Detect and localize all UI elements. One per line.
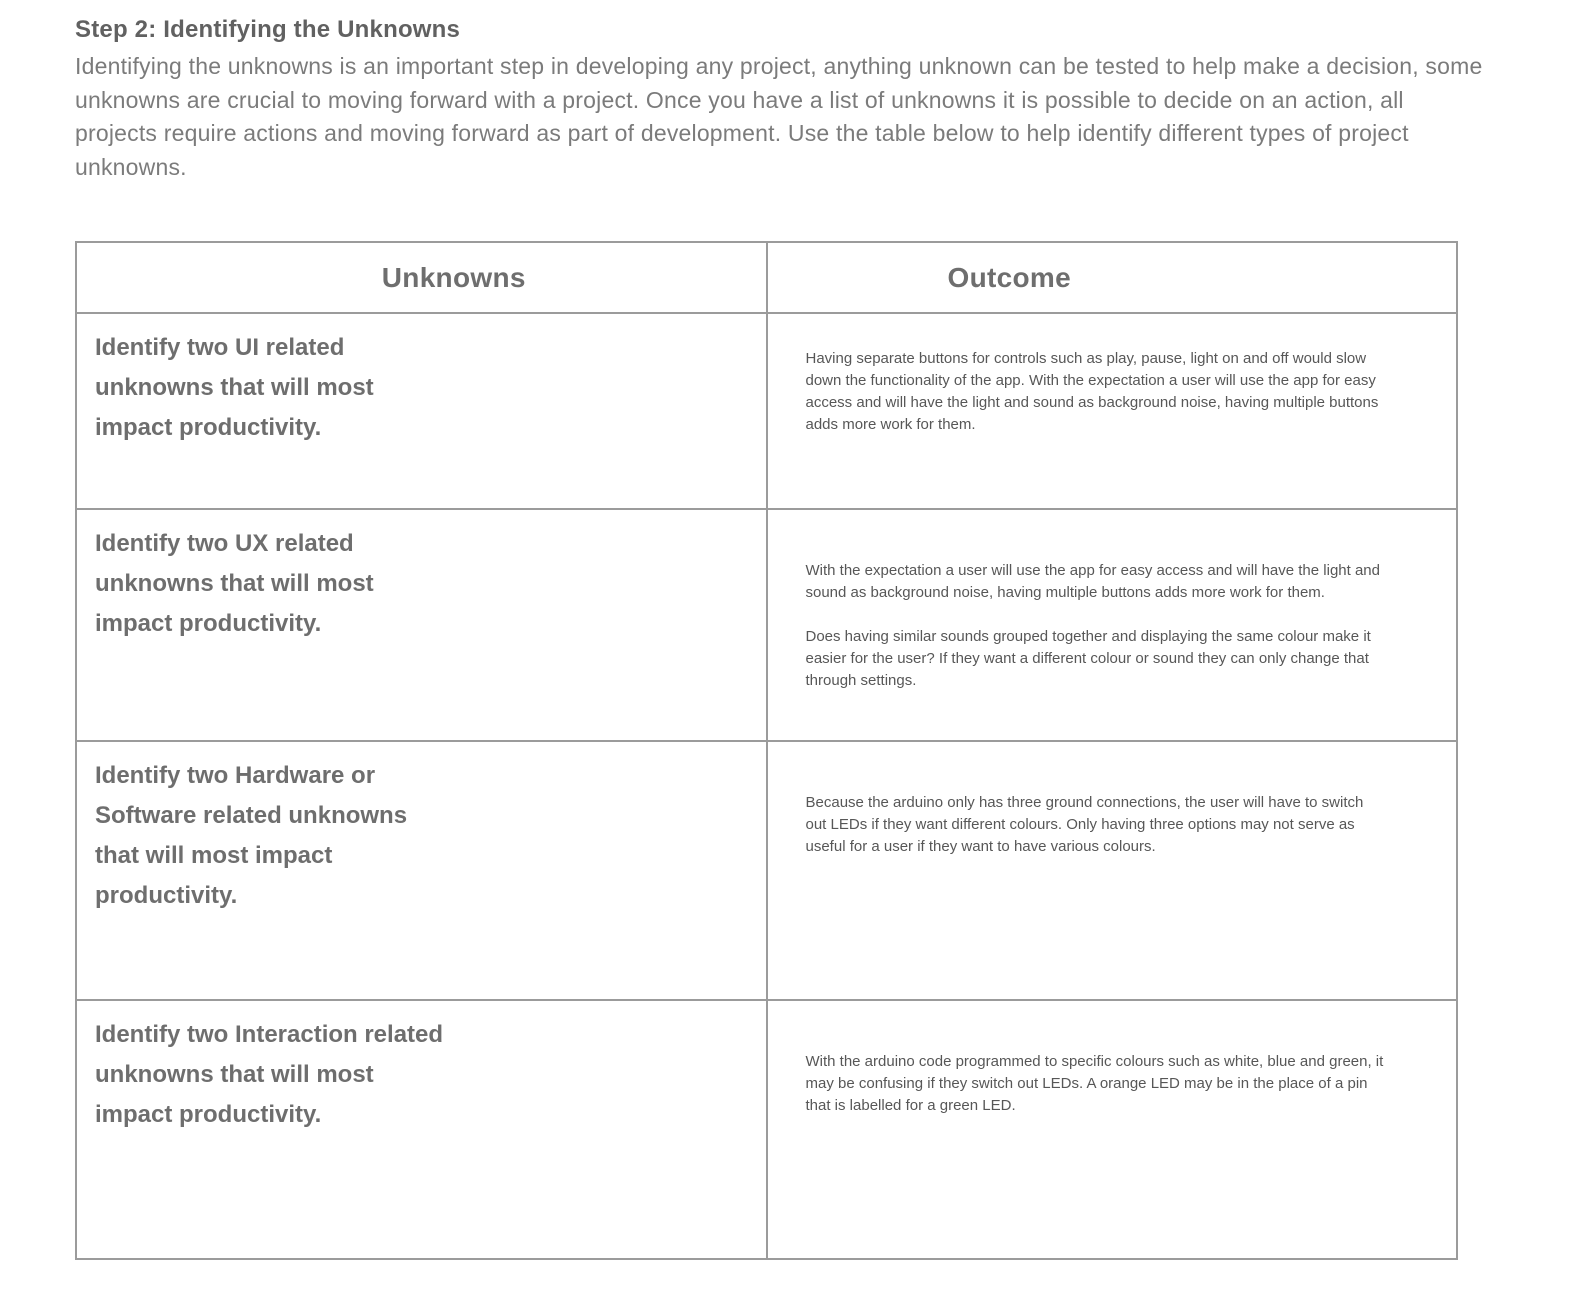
column-header-unknowns: Unknowns xyxy=(76,242,767,313)
table-row xyxy=(76,313,1457,509)
unknown-cell-text: Identify two Hardware or Software related unknowns that will most impact productivity. xyxy=(95,762,408,909)
unknown-cell-text: Identify two UX related unknowns that will most impact productivity. xyxy=(95,530,374,637)
unknown-cell-text: Identify two Interaction related unknowns that will most impact productivity. xyxy=(95,1021,444,1128)
table-header-row xyxy=(76,242,1457,313)
outcome-paragraph: With the expectation a user will use the app for easy access and will have the light and sound as background noise, having multiple buttons adds more work for them. xyxy=(805,562,1380,601)
unknown-cell xyxy=(76,1000,767,1259)
outcome-cell xyxy=(767,1000,1458,1259)
outcome-cell xyxy=(767,741,1458,1000)
unknown-cell xyxy=(76,313,767,509)
unknown-cell xyxy=(76,509,767,741)
outcome-paragraph: With the arduino code programmed to specific colours such as white, blue and green, it may be confusing if they switch out LEDs. A orange LED may be in the place of a pin that is labelled for a green LED. xyxy=(805,1053,1384,1114)
outcome-cell xyxy=(767,509,1458,741)
unknown-cell-text: Identify two UI related unknowns that will most impact productivity. xyxy=(95,334,374,441)
outcome-paragraph: Having separate buttons for controls such as play, pause, light on and off would slow down the functionality of the app. With the expectation a user will use the app for easy access and will have the light and sound as background noise, having multiple buttons adds more work for them. xyxy=(805,350,1379,433)
table-body xyxy=(76,313,1457,1259)
page-title: Step 2: Identifying the Unknowns xyxy=(75,16,461,43)
outcome-paragraph: Because the arduino only has three ground connections, the user will have to switch out LEDs if they want different colours. Only having three options may not serve as useful for a user if they want to have various colours. xyxy=(805,794,1364,855)
table-row xyxy=(76,1000,1457,1259)
outcome-paragraph: Does having similar sounds grouped together and displaying the same colour make it easier for the user? If they want a different colour or sound they can only change that through settings. xyxy=(805,628,1371,689)
table-row xyxy=(76,741,1457,1000)
outcome-cell xyxy=(767,313,1458,509)
unknowns-outcome-table xyxy=(75,241,1458,1260)
unknown-cell xyxy=(76,741,767,1000)
table-row xyxy=(76,509,1457,741)
intro-paragraph: Identifying the unknowns is an important step in developing any project, anything unknown can be tested to help make a decision, some unknowns are crucial to moving forward with a project. Once you have a list of unknowns it is possible to decide on an action, all projects require actions and moving forward as part of development. Use the table below to help identify different types of project unknowns. xyxy=(75,53,1483,180)
column-header-outcome: Outcome xyxy=(767,242,1458,313)
table-header xyxy=(76,242,1457,313)
